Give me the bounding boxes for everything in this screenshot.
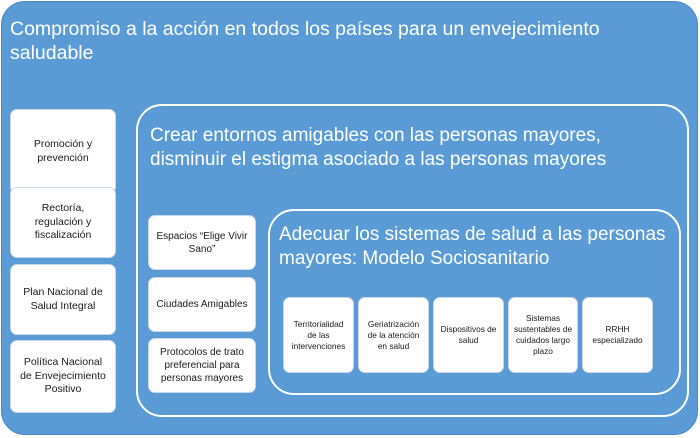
env-item-elige-vivir-sano bbox=[148, 215, 256, 270]
left-item-label: Rectoría, regulación y fiscalización bbox=[34, 202, 92, 242]
left-item-promotion bbox=[10, 109, 116, 194]
left-item-label: Promoción y prevención bbox=[33, 138, 93, 164]
environments-title: Crear entornos amigables con las personas mayores, disminuir el estigma asociado a las personas mayores bbox=[150, 125, 607, 170]
health-item-label: Territorialidad de las intervenciones bbox=[291, 318, 346, 351]
health-item-label: Sistemas sustentables de cuidados largo plazo bbox=[513, 313, 573, 356]
health-item-label: RRHH especializado bbox=[592, 324, 643, 345]
health-item-territoriality bbox=[283, 297, 354, 373]
health-systems-title: Adecuar los sistemas de salud a las personas mayores: Modelo Sociosanitario bbox=[279, 224, 666, 269]
left-item-health-plan bbox=[10, 264, 116, 335]
health-item-label: Geriatrización de la atención en salud bbox=[367, 318, 420, 351]
health-item-specialized-hr bbox=[582, 297, 653, 373]
env-item-preferential-protocols bbox=[148, 338, 256, 393]
env-item-label: Espacios “Elige Vivir Sano” bbox=[156, 230, 248, 255]
health-item-long-term-care bbox=[508, 297, 578, 373]
left-item-governance bbox=[10, 187, 116, 258]
health-item-geriatrization bbox=[358, 297, 429, 373]
health-item-label: Dispositivos de salud bbox=[440, 324, 497, 345]
health-item-health-devices bbox=[433, 297, 504, 373]
left-item-aging-policy bbox=[10, 340, 116, 413]
env-item-friendly-cities bbox=[148, 277, 256, 332]
env-item-label: Ciudades Amigables bbox=[156, 299, 248, 310]
left-item-label: Política Nacional de Envejecimiento Positivo bbox=[20, 356, 106, 396]
main-title: Compromiso a la acción en todos los países para un envejecimiento saludable bbox=[10, 18, 600, 64]
left-item-label: Plan Nacional de Salud Integral bbox=[23, 286, 103, 312]
env-item-label: Protocolos de trato preferencial para personas mayores bbox=[160, 347, 244, 384]
